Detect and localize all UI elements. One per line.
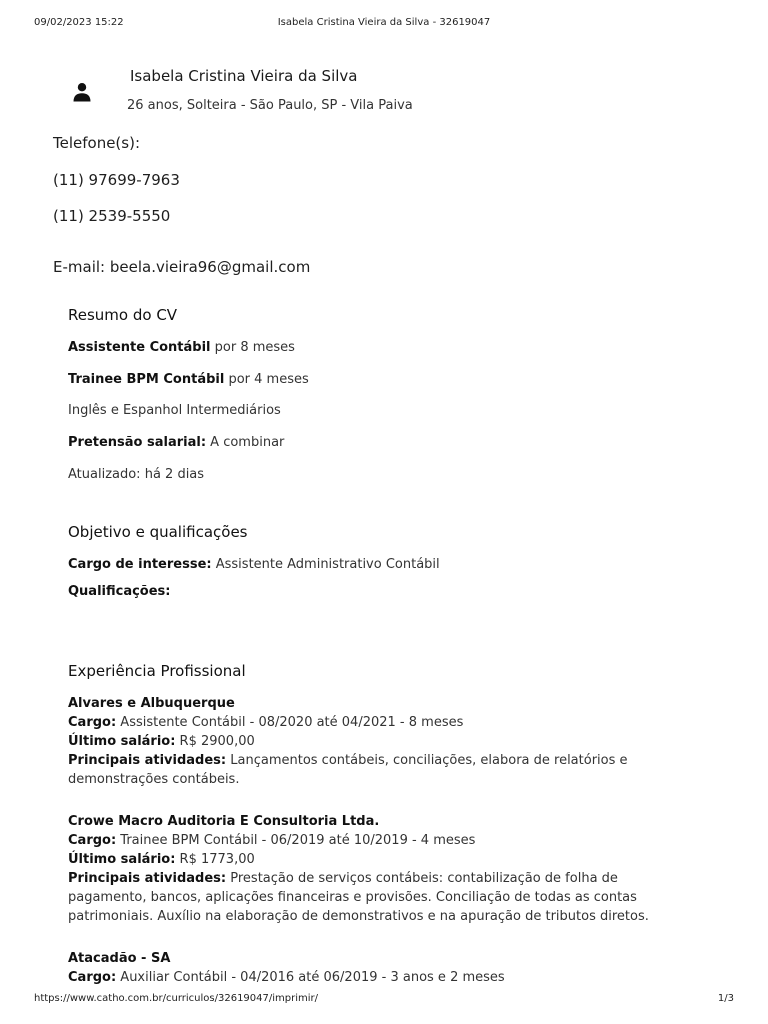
summary-item-2-role: Trainee BPM Contábil [68, 372, 225, 387]
job-cargo [68, 713, 698, 732]
summary-languages: Inglês e Espanhol Intermediários [68, 403, 281, 418]
job-activities-value: Lançamentos contábeis, conciliações, elabora de relatórios e demonstrações contábeis. [68, 753, 628, 787]
candidate-details: 26 anos, Solteira - São Paulo, SP - Vila Paiva [127, 98, 413, 113]
candidate-name: Isabela Cristina Vieira da Silva [130, 67, 358, 85]
summary-salary-value: A combinar [206, 435, 285, 450]
print-url[interactable]: https://www.catho.com.br/curriculos/32619047/imprimir/ [34, 993, 319, 1004]
summary-title: Resumo do CV [68, 306, 178, 324]
phone-1: (11) 97699-7963 [53, 171, 180, 189]
job-company: Atacadão - SA [68, 951, 171, 966]
job-cargo-label: Cargo: [68, 833, 117, 848]
job-salary-value: R$ 2900,00 [175, 734, 255, 749]
job-salary-value: R$ 1773,00 [175, 852, 255, 867]
job-entry [68, 694, 698, 789]
summary-updated: Atualizado: há 2 dias [68, 467, 205, 482]
person-icon [72, 82, 92, 102]
summary-salary [68, 435, 284, 450]
objective-role [68, 557, 440, 572]
job-cargo-label: Cargo: [68, 970, 117, 985]
objective-role-value: Assistente Administrativo Contábil [211, 557, 440, 572]
job-cargo-value: Auxiliar Contábil - 04/2016 até 06/2019 - 3 anos e 2 meses [116, 970, 505, 985]
job-salary [68, 732, 698, 751]
job-cargo [68, 968, 698, 987]
job-activities-label: Principais atividades: [68, 871, 227, 886]
job-salary-label: Último salário: [68, 852, 176, 867]
job-entry [68, 812, 698, 926]
job-company: Crowe Macro Auditoria E Consultoria Ltda. [68, 814, 380, 829]
job-activities-value: Prestação de serviços contábeis: contabilização de folha de pagamento, bancos, aplicações financeiras e provisões. Conciliação de todas as contas patrimoniais. Auxílio na elaboração de demonstrativos e na apuração de tributos diretos. [68, 871, 649, 924]
summary-item-1 [68, 340, 295, 355]
job-cargo-value: Trainee BPM Contábil - 06/2019 até 10/2019 - 4 meses [116, 833, 476, 848]
objective-role-label: Cargo de interesse: [68, 557, 212, 572]
summary-item-1-role: Assistente Contábil [68, 340, 211, 355]
job-entry [68, 949, 698, 987]
summary-item-1-duration: por 8 meses [210, 340, 295, 355]
job-activities-label: Principais atividades: [68, 753, 227, 768]
print-date: 09/02/2023 15:22 [34, 17, 124, 28]
job-cargo-value: Assistente Contábil - 08/2020 até 04/2021 - 8 meses [116, 715, 464, 730]
job-cargo-label: Cargo: [68, 715, 117, 730]
job-company: Alvares e Albuquerque [68, 696, 235, 711]
objective-qualifications-label: Qualificações: [68, 584, 171, 599]
phones-label: Telefone(s): [53, 134, 141, 152]
email: E-mail: beela.vieira96@gmail.com [53, 258, 311, 276]
summary-item-2 [68, 372, 309, 387]
job-activities [68, 751, 698, 789]
job-salary-label: Último salário: [68, 734, 176, 749]
job-cargo [68, 831, 698, 850]
job-activities [68, 869, 698, 926]
job-salary [68, 850, 698, 869]
summary-salary-label: Pretensão salarial: [68, 435, 207, 450]
print-title: Isabela Cristina Vieira da Silva - 32619047 [277, 17, 491, 28]
summary-item-2-duration: por 4 meses [224, 372, 309, 387]
objective-qualifications [68, 584, 171, 599]
objective-title: Objetivo e qualificações [68, 523, 248, 541]
experience-title: Experiência Profissional [68, 662, 246, 680]
print-page-number: 1/3 [717, 993, 734, 1004]
phone-2: (11) 2539-5550 [53, 207, 171, 225]
